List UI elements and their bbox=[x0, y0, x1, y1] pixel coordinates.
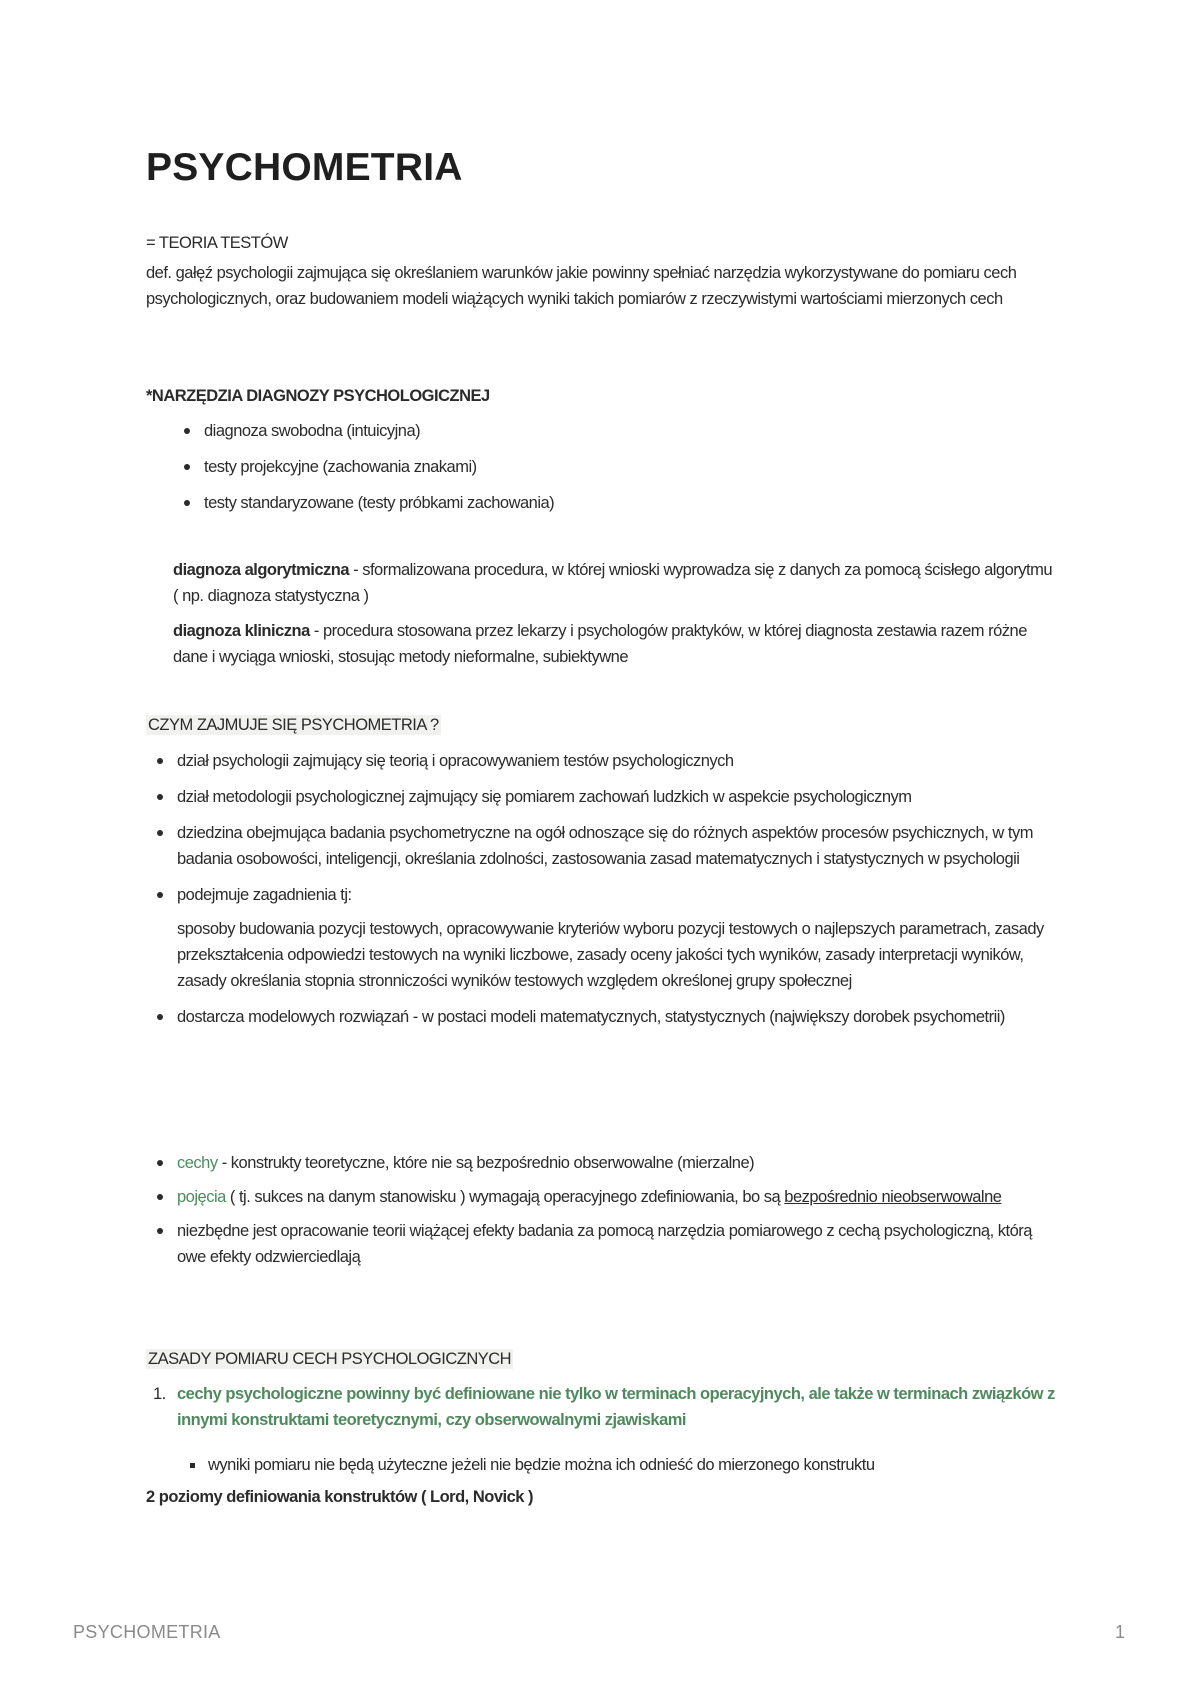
clinical-term: diagnoza kliniczna bbox=[173, 622, 310, 640]
definition-paragraph: def. gałęź psychologii zajmująca się określaniem warunków jakie powinny spełniać narzędzia wykorzystywane do pomiaru cech psychologicznych, oraz budowaniem modeli wiążących wyniki takich pomiarów z rzeczywistymi wartościami mierzonych cech bbox=[146, 264, 1017, 308]
list-item: wyniki pomiaru nie będą użyteczne jeżeli nie będzie można ich odnieść do mierzonego konstruktu bbox=[208, 1452, 1058, 1478]
clinical-text: - procedura stosowana przez lekarzy i psychologów praktyków, w której diagnosta zestawia razem różne dane i wyciąga wnioski, stosując metody nieformalne, subiektywne bbox=[173, 622, 1027, 666]
rules-heading: ZASADY POMIARU CECH PSYCHOLOGICZNYCH bbox=[148, 1350, 512, 1368]
list-item: podejmuje zagadnienia tj: bbox=[177, 882, 1057, 908]
list-item: pojęcia ( tj. sukces na danym stanowisku ) wymagają operacyjnego zdefiniowania, bo są bezpośrednio nieobserwowalne bbox=[177, 1184, 1057, 1210]
list-item: diagnoza swobodna (intuicyjna) bbox=[204, 418, 1064, 444]
list-number: 1. bbox=[153, 1385, 166, 1403]
concepts-term: pojęcia bbox=[177, 1188, 226, 1206]
rules-list bbox=[153, 1381, 1057, 1433]
issues-paragraph: sposoby budowania pozycji testowych, opracowywanie kryteriów wyboru pozycji testowych o najlepszych parametrach, zasady przekształcenia odpowiedzi testowych na wyniki liczbowe, zasady oceny jakości tych wyników, zasady interpretacji wyników, zasady określania stopnia stronniczości wyników testowych względem określonej grupy społecznej bbox=[177, 920, 1044, 990]
list-item: testy standaryzowane (testy próbkami zachowania) bbox=[204, 490, 1064, 516]
footer-page-number: 1 bbox=[1114, 1622, 1125, 1642]
what-list bbox=[177, 748, 1057, 1030]
clinical-diagnosis bbox=[173, 618, 1053, 670]
rules-sublist bbox=[208, 1452, 1058, 1478]
page-title: PSYCHOMETRIA bbox=[146, 146, 463, 189]
footer-title: PSYCHOMETRIA bbox=[73, 1622, 221, 1642]
what-heading: CZYM ZAJMUJE SIĘ PSYCHOMETRIA ? bbox=[148, 716, 439, 734]
list-item: testy projekcyjne (zachowania znakami) bbox=[204, 454, 1064, 480]
list-item: dostarcza modelowych rozwiązań - w postaci modeli matematycznych, statystycznych (największy dorobek psychometrii) bbox=[177, 1004, 1057, 1030]
levels-line: 2 poziomy definiowania konstruktów ( Lord, Novick ) bbox=[146, 1488, 534, 1506]
tools-heading: *NARZĘDZIA DIAGNOZY PSYCHOLOGICZNEJ bbox=[146, 387, 490, 405]
list-item: dział psychologii zajmujący się teorią i opracowywaniem testów psychologicznych bbox=[177, 748, 1057, 774]
list-item: 1. cechy psychologiczne powinny być definiowane nie tylko w terminach operacyjnych, ale także w terminach związków z innymi konstruktami teoretycznymi, czy obserwowalnymi zjawiskami bbox=[177, 1381, 1057, 1433]
list-item: dziedzina obejmująca badania psychometryczne na ogół odnoszące się do różnych aspektów procesów psychicznych, w tym badania osobowości, inteligencji, określania zdolności, zastosowania zasad matematycznych i statystycznych w psychologii bbox=[177, 820, 1057, 872]
list-item: niezbędne jest opracowanie teorii wiążącej efekty badania za pomocą narzędzia pomiarowego z cechą psychologiczną, którą owe efekty odzwierciedlają bbox=[177, 1218, 1057, 1270]
underlined-text: bezpośrednio nieobserwowalne bbox=[784, 1188, 1002, 1206]
tools-list bbox=[204, 418, 1064, 516]
constructs-list bbox=[177, 1150, 1057, 1270]
list-item: dział metodologii psychologicznej zajmujący się pomiarem zachowań ludzkich w aspekcie psychologicznym bbox=[177, 784, 1057, 810]
algorithmic-term: diagnoza algorytmiczna bbox=[173, 561, 350, 579]
list-item: cechy - konstrukty teoretyczne, które nie są bezpośrednio obserwowalne (mierzalne) bbox=[177, 1150, 1057, 1176]
traits-term: cechy bbox=[177, 1154, 218, 1172]
algorithmic-diagnosis bbox=[173, 557, 1053, 609]
subtitle: = TEORIA TESTÓW bbox=[146, 234, 288, 252]
algorithmic-text: - sformalizowana procedura, w której wnioski wyprowadza się z danych za pomocą ścisłego algorytmu ( np. diagnoza statystyczna ) bbox=[173, 561, 1053, 605]
